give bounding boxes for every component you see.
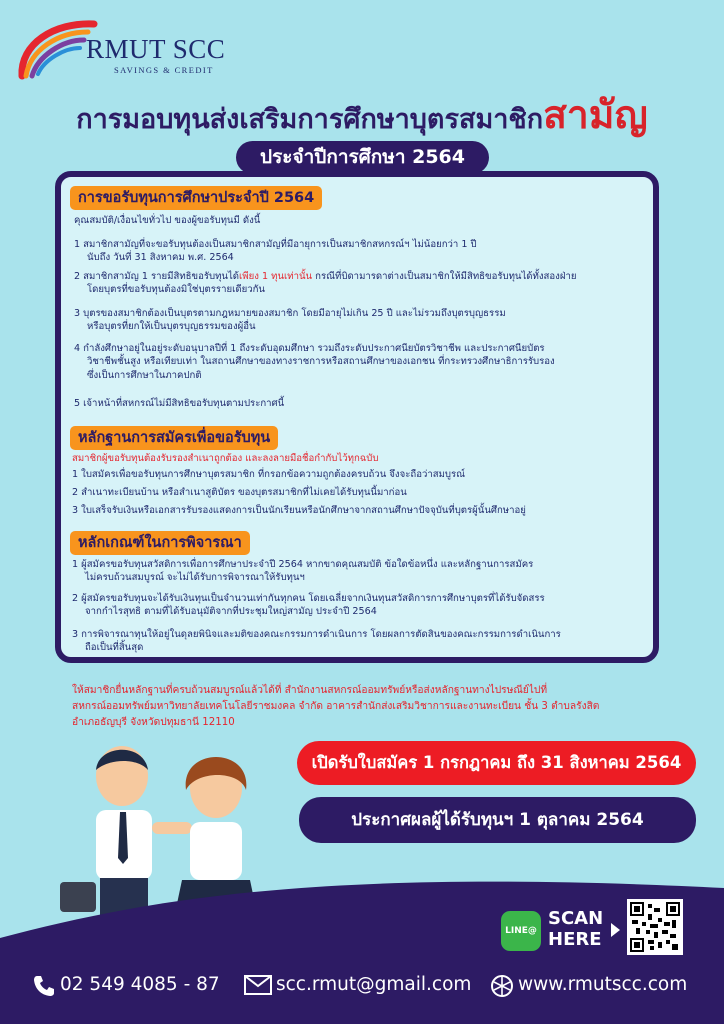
mail-icon	[244, 974, 272, 996]
arrow-right-icon	[611, 923, 620, 937]
criteria-item-1-line-b: ไม่ครบถ้วนสมบูรณ์ จะไม่ได้รับการพิจารณาให้รับทุนฯ	[85, 572, 305, 584]
submission-note-line-2: สหกรณ์ออมทรัพย์มหาวิทยาลัยเทคโนโลยีราชมงคล จำกัด อาคารสำนักส่งเสริมวิชาการและงานทะเบียน ชั้น 3 ตำบลรังสิต	[72, 701, 600, 712]
eligibility-item-3	[74, 307, 506, 334]
documents-item-2: 2 สำเนาทะเบียนบ้าน หรือสำเนาสูติบัตร ของบุตรสมาชิกที่ไม่เคยได้รับทุนนี้มาก่อน	[72, 487, 407, 498]
criteria-item-2-line-a: 2 ผู้สมัครขอรับทุนจะได้รับเงินทุนเป็นจำนวนเท่ากันทุกคน โดยเฉลี่ยจากเงินทุนสวัสดิการการศึกษาบุตรที่ได้รับจัดสรร	[72, 593, 545, 604]
eligibility-item-4	[74, 342, 555, 382]
globe-icon	[490, 974, 514, 998]
line-icon[interactable]: LINE@	[501, 911, 541, 951]
section-documents-heading: หลักฐานการสมัครเพื่อขอรับทุน	[70, 426, 278, 450]
scan-here-label	[548, 908, 603, 950]
eligibility-item-1-line-a: 1 สมาชิกสามัญที่จะขอรับทุนต้องเป็นสมาชิกสามัญที่มีอายุการเป็นสมาชิกสหกรณ์ฯ ไม่น้อยกว่า 1 ปี	[74, 239, 477, 250]
criteria-item-2	[72, 592, 545, 619]
email-address: scc.rmut@gmail.com	[276, 974, 472, 995]
logo-name: RMUT SCC	[86, 34, 226, 64]
website-url: www.rmutscc.com	[518, 974, 688, 995]
scan-label-line-2: HERE	[548, 929, 602, 950]
year-badge: ประจำปีการศึกษา 2564	[236, 141, 489, 174]
footer-band	[0, 878, 724, 1024]
eligibility-item-2-line-a	[74, 270, 576, 283]
submission-note-line-1: ให้สมาชิกยื่นหลักฐานที่ครบถ้วนสมบูรณ์แล้วได้ที่ สำนักงานสหกรณ์ออมทรัพย์หรือส่งหลักฐานทางไปรษณีย์ไปที่	[72, 685, 548, 696]
eligibility-item-3-line-a: 3 บุตรของสมาชิกต้องเป็นบุตรตามกฎหมายของสมาชิก โดยมีอายุไม่เกิน 25 ปี และไม่รวมถึงบุตรบุญธรรม	[74, 308, 506, 319]
eligibility-intro: คุณสมบัติ/เงื่อนไขทั่วไป ของผู้ขอรับทุนมี ดังนี้	[74, 215, 261, 226]
criteria-item-3-line-b: ถือเป็นที่สิ้นสุด	[85, 642, 144, 654]
phone-icon	[32, 974, 56, 998]
documents-item-3: 3 ใบเสร็จรับเงินหรือเอกสารรับรองแสดงการเป็นนักเรียนหรือนักศึกษาจากสถานศึกษาปัจจุบันที่บุตรผู้นั้นศึกษาอยู่	[72, 505, 526, 516]
eligibility-item-2-line-b: โดยบุตรที่ขอรับทุนต้องมิใช่บุตรรายเดียวกัน	[87, 284, 265, 296]
eligibility-item-5: 5 เจ้าหน้าที่สหกรณ์ไม่มีสิทธิขอรับทุนตามประกาศนี้	[74, 398, 285, 409]
criteria-item-3	[72, 628, 561, 655]
qr-code[interactable]	[627, 899, 683, 955]
eligibility-item-3-line-b: หรือบุตรที่ยกให้เป็นบุตรบุญธรรมของผู้อื่น	[87, 321, 256, 333]
rmut-scc-logo	[14, 14, 264, 84]
eligibility-item-2-emphasis: เพียง 1 ทุนเท่านั้น	[239, 271, 313, 282]
phone-number: 02 549 4085 - 87	[60, 974, 220, 995]
contact-email[interactable]	[244, 971, 489, 999]
title-main: การมอบทุนส่งเสริมการศึกษาบุตรสมาชิก	[76, 104, 544, 135]
apply-period-banner: เปิดรับใบสมัคร 1 กรกฎาคม ถึง 31 สิงหาคม 2564	[297, 741, 696, 785]
eligibility-item-1	[74, 238, 477, 265]
documents-item-1: 1 ใบสมัครเพื่อขอรับทุนการศึกษาบุตรสมาชิก ที่กรอกข้อความถูกต้องครบถ้วน จึงจะถือว่าสมบูรณ์	[72, 469, 466, 480]
documents-note: สมาชิกผู้ขอรับทุนต้องรับรองสำเนาถูกต้อง และลงลายมือชื่อกำกับไว้ทุกฉบับ	[72, 453, 379, 464]
criteria-item-2-line-b: จากกำไรสุทธิ ตามที่ได้รับอนุมัติจากที่ประชุมใหญ่สามัญ ประจำปี 2564	[85, 606, 377, 618]
section-eligibility-heading: การขอรับทุนการศึกษาประจำปี 2564	[70, 186, 322, 210]
qr-code-icon	[630, 902, 680, 952]
criteria-item-1	[72, 558, 533, 585]
logo-subtitle: SAVINGS & CREDIT	[114, 65, 214, 75]
contact-phone[interactable]	[32, 971, 242, 999]
contact-website[interactable]	[490, 971, 710, 999]
submission-note	[72, 683, 682, 731]
criteria-item-1-line-a: 1 ผู้สมัครขอรับทุนสวัสดิการเพื่อการศึกษาประจำปี 2564 หากขาดคุณสมบัติ ข้อใดข้อหนึ่ง และหลักฐานการสมัคร	[72, 559, 534, 570]
eligibility-item-4-line-c: ซึ่งเป็นการศึกษาในภาคปกติ	[87, 369, 202, 381]
eligibility-item-2-post: กรณีที่บิดามารดาต่างเป็นสมาชิกให้มีสิทธิขอรับทุนได้ทั้งสองฝ่าย	[312, 271, 577, 282]
page-title	[0, 84, 724, 146]
eligibility-item-2-pre: 2 สมาชิกสามัญ 1 รายมีสิทธิขอรับทุนได้	[74, 271, 240, 282]
eligibility-item-4-line-a: 4 กำลังศึกษาอยู่ในอยู่ระดับอนุบาลปีที่ 1 ถึงระดับอุดมศึกษา รวมถึงระดับประกาศนียบัตรวิชาชีพ และประกาศนียบัตร	[74, 343, 545, 354]
eligibility-item-4-line-b: วิชาชีพชั้นสูง หรือเทียบเท่า ในสถานศึกษาของทางราชการหรือสถานศึกษาของเอกชน ที่กระทรวงศึกษาธิการรับรอง	[87, 356, 555, 368]
announcement-banner: ประกาศผลผู้ได้รับทุนฯ 1 ตุลาคม 2564	[299, 797, 696, 843]
eligibility-item-2	[74, 270, 576, 297]
scan-label-line-1: SCAN	[548, 908, 604, 929]
section-criteria-heading: หลักเกณฑ์ในการพิจารณา	[70, 531, 250, 555]
criteria-item-3-line-a: 3 การพิจารณาทุนให้อยู่ในดุลยพินิจและมติของคณะกรรมการดำเนินการ โดยผลการตัดสินของคณะกรรมการดำเนินการ	[72, 629, 561, 640]
title-highlight: สามัญ	[543, 93, 648, 138]
eligibility-item-1-line-b: นับถึง วันที่ 31 สิงหาคม พ.ศ. 2564	[87, 252, 234, 264]
submission-note-line-3: อำเภอธัญบุรี จังหวัดปทุมธานี 12110	[72, 717, 235, 728]
